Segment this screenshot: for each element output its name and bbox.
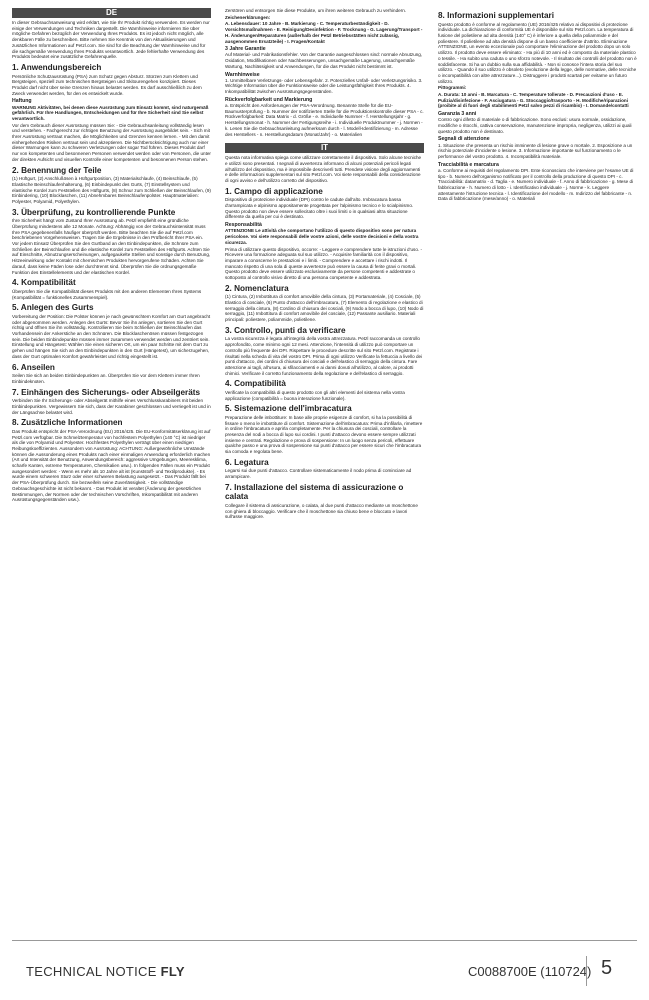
- it-pittogrammi-text: A. Durata: 10 anni - B. Marcatura - C. Temperature tollerate - D. Precauzioni d'uso - E. Pulizia/disinfezione - F. Asciugatura - G. Stoccaggio/trasporto - H. Modifiche/riparazioni (proibite al di fuori degli stabilimenti Petzl salvo pezzi di ricambio) - I. Domande/contatti: [438, 92, 629, 109]
- footer-notice-label: TECHNICAL NOTICE: [26, 964, 157, 979]
- de-section-8-text: Das Produkt entspricht der PSA-Verordnung (EU) 2016/425. Die EU-Konformitätserklärung ist auf Petzl.com verfügbar. Die Schmelztemperatur von hochfestem Polyethylen (140 °C) ist niedriger als die von Polyamid und Polyester. Hochfestes Polyethylen verträgt über einen niedrigen Reibungskoeffizienten. Aussondern von Ausrüstung: ACHTUNG: Außergewöhnliche Umstände können die Aussonderung eines Produkts nach einer einmaligen Anwendung erforderlich machen (Art und Intensität der Benutzung, Anwendungsbereich: aggressive Umgebungen, Meeresklima, scharfe Kanten, extreme Temperaturen, Chemikalien usw.). In folgenden Fällen muss ein Produkt ausgesondert werden: - Wenn es mehr als 10 Jahre alt ist (Kunststoff- und Textilprodukte). - Es wurde einem schweren Sturz oder einer schweren Belastung ausgesetzt. - Das Produkt fällt bei der PSA-Überprüfung durch. Sie bezweifeln seine Zuverlässigkeit. - Die vollständige Gebrauchsgeschichte ist nicht bekannt. - Das Produkt ist veraltet (Änderung der gesetzlichen Bestimmungen, der Normen oder der technischen Vorschriften, Inkompatibilität mit anderen Ausrüstungsgegenständen usw.).: [12, 428, 211, 503]
- it-section-5-text: Preparazione delle imbottiture: In base alle proprie esigenze di comfort, si ha la possibilità di fissare o meno le imbottiture di comfort. Sistemazione dell'imbracatura: Prima d'infilarla, rimettere in ordine l'imbracatura e aprirla completamente. Per la chiusura dei cosciali, controllare la presenza del nodi a bocca di lupo sui cordini. I punti d'attacco devono essere sempre utilizzati insieme e centrati. Regolazione e prova di sospensione: In un luogo senza pericoli, effettuare qualche passo e una prova di sospensione sui punti d'attacco per essere sicuri che l'imbracatura sia comoda e regolata bene.: [225, 414, 423, 455]
- it-garanzia-title: Garanzia 3 anni: [438, 111, 477, 118]
- language-header-it: IT: [225, 143, 424, 153]
- it-segnali-title: Segnali di attenzione: [438, 136, 490, 143]
- de-intro: In dieser Gebrauchsanweisung wird erklärt, wie Sie Ihr Produkt richtig verwenden. Es werden nur einige der Verwendungen und Techniken dargestellt. Die Warnhinweise informieren Sie über mögliche Gefahren bezüglich der Verwendung Ihres Produkts. Es ist jedoch nicht möglich, alle denkbaren Fälle zu beschreiben. Bitte nehmen Sie Kenntnis von den Aktualisierungen und zusätzlichen Informationen auf Petzl.com. Sie sind für die Beachtung der Warnhinweise und für die sachgemäße Verwendung Ihres Produkts verantwortlich. Jede fehlerhafte Verwendung des Produkts bedeutet eine zusätzliche Gefahrenquelle.: [12, 20, 210, 60]
- de-garantie-text: Auf Material- und Fabrikationsfehler. Von der Garantie ausgeschlossen sind: normale Abnutzung, Oxidation, Modifikationen oder Nachbesserungen, unsachgemäße Lagerung, unsachgemäße Wartung, Nachlässigkeit und Anwendungen, für die das Produkt nicht bestimmt ist.: [225, 52, 423, 69]
- de-section-4-title: 4. Kompatibilität: [12, 278, 76, 288]
- it-intro: Questa nota informativa spiega come utilizzare correttamente il dispositivo. Solo alcune tecniche e utilizzi sono presentati. I segnali di avvertenza informano di alcuni potenziali pericoli legati all'utilizzo del dispositivo, ma è impossibile descriverli tutti. Prendete visione degli aggiornamenti e delle informazioni supplementari sul sito Petzl.com. Voi siete responsabili della considerazione di ogni avviso e dell'utilizzo corretto del dispositivo.: [225, 155, 422, 184]
- page-footer: [0, 940, 649, 1000]
- it-tracciabilita-text: a. Conforme ai requisiti del regolamento DPI. Ente riconosciuto che interviene per l'esame UE di tipo - b. Numero dell'organismo notificato per il controllo della produzione di questo DPI - c. Tracciabilità: datamatrix - d. Taglia - e. Numero individuale - f. Anno di fabbricazione - g. Mese di fabbricazione - h. Numero di lotto - i. Identificativo individuale - j. Norme - k. Leggere attentamente l'istruzione tecnica - l. Identificazione del modello - m. Indirizzo del fabbricante - n. Data di fabbricazione (mese/anno) - o. Materiali: [438, 167, 634, 202]
- it-section-3-text: La vostra sicurezza è legata all'integrità della vostra attrezzatura. Petzl raccomanda un controllo approfondito, come minimo ogni 12 mesi. Attenzione, l'intensità di utilizzo può comportare un controllo più frequente dei DPI. Rispettare le procedure descritte sul sito Petzl.com. Registrate i risultati nella scheda di vita del vostro DPI. Prima di ogni utilizzo Verificate la fettuccia a livello dei punti d'attacco, dei cordini di chiusura dei cosciali e dell'elastico di serraggio della cintura. Fare attenzione ai tagli, all'usura, ai sfilacciamenti e ai danni dovuti all'utilizzo, al calore, ai prodotti chimici. Verificare il corretto funzionamento della regolazione e dell'elastico di serraggio.: [225, 336, 423, 376]
- de-haftung-title: Haftung: [12, 98, 32, 105]
- column-de-1: [12, 8, 211, 940]
- it-pittogrammi-title: Pittogrammi:: [438, 85, 467, 91]
- de-section-2-title: 2. Benennung der Teile: [12, 165, 102, 175]
- footer-document-code: C0088700E (110724): [468, 964, 592, 979]
- it-section-4-text: Verificate la compatibilità di questo prodotto con gli altri elementi del sistema nella vostra applicazione (compatibilità = buona interazione funzionale).: [225, 389, 405, 401]
- it-section-1-title: 1. Campo di applicazione: [225, 186, 323, 196]
- it-section-8-text: Questo prodotto è conforme al regolamento (UE) 2016/425 relativo ai dispositivi di protezione individuale. La dichiarazione di conformità UE è disponibile sul sito Petzl.com. La temperatura di fusione del polietilene ad alta densità (140° C) è inferiore a quella della poliammide e del poliestere. Il polietilene ad alta densità dispone di un basso coefficiente d'attrito. Eliminazione ATTENZIONE, un evento eccezionale può comportare l'eliminazione del prodotto dopo un solo utilizzo. Il prodotto deve essere eliminato: - Ha più di 10 anni ed è composto da materiale plastico o tessile. - Ha subito una caduta o uno sforzo notevole. - Il risultato dei controlli del prodotto non è soddisfacente. Si ha un dubbio sulla sua affidabilità. - Non si conosce l'intera storia del suo utilizzo. - Quando il suo utilizzo è obsoleto (evoluzione della legge, delle normative, delle tecniche o incompatibilità con altre attrezzature...). Distruggere i prodotti scartati per evitarne un futuro utilizzo.: [438, 21, 637, 84]
- de-garantie-title: 3 Jahre Garantie: [225, 46, 266, 53]
- it-section-2-title: 2. Nomenclatura: [225, 283, 289, 293]
- it-section-7-text: Collegare il sistema di assicurazione, o calata, al due punti d'attacco mediante un moschettone con ghiera di bloccaggio. Verificare che il moschettone sia chiuso bene e bloccato e lavori sull'asse maggiore.: [225, 503, 418, 520]
- language-header-de: DE: [12, 8, 211, 18]
- column-it-2: [438, 8, 637, 940]
- de-section-8-title: 8. Zusätzliche Informationen: [12, 418, 123, 428]
- footer-product-name: FLY: [160, 964, 185, 979]
- it-responsabilita-warning: ATTENZIONE Le attività che comportano l'utilizzo di questo dispositivo sono per natura pericolose. Voi siete responsabili delle vostre azioni, delle vostre decisioni e della vostra sicurezza.: [225, 228, 419, 245]
- it-section-1-text: Dispositivo di protezione individuale (DPI) contro le cadute dall'alto. Imbracatura bassa d'arrampicata e alpinismo appositamente progettata per l'alpinismo tecnico e lo scialpinismo. Questo prodotto non deve essere sollecitato oltre i suoi limiti o in qualsiasi altra situazione differente da quella per cui è destinato.: [225, 197, 414, 220]
- de-section-3-text: Ihre Sicherheit hängt vom Zustand Ihrer Ausrüstung ab. Petzl empfiehlt eine gründliche Überprüfung mindestens alle 12 Monate. Achtung: Abhängig von der Gebrauchsintensität muss Ihre PSA gegebenenfalls häufiger überprüft werden. Bitte beachten Sie die auf Petzl.com beschriebenen Vorgehensweisen. Tragen Sie die Ergebnisse in den Prüfbericht Ihrer PSA ein. Vor jedem Einsatz Überprüfen Sie den Gurtband an den Einbindepunkten, die Schnüre zum Schließen der Beinschlaufen und die elastische Kordel zum Feststellen des Hüftgurts. Achten Sie auf Einschnitte, Abnutzungserscheinungen, aufgegaukelte Stellen und sonstige durch Benutzung, Hitzeeinwirkung oder Kontakt mit chemischen Produkten hervorgerufene Schäden. Achten Sie darauf, dass keine Fäden lose oder durchtrennt sind. Überprüfen Sie die ordnungsgemäße Funktion des Einstellelements und der elastischen Kordel.: [12, 218, 211, 275]
- de-section-5-title: 5. Anlegen des Gurts: [12, 303, 94, 313]
- footer-notice-title: [26, 964, 185, 979]
- de-section-5-text: Vorbereitung der Position: Die Polster können je nach gewünschtem Komfort am Gurt angebracht oder abgenommen werden. Anlegen des Gurts: Bevor Sie ihn anlegen, sortieren Sie den Gurt richtig und öffnen Sie ihn vollständig. Kontrollieren Sie beim Schließen der Beinschlaufen das Vorhandensein der Ankerstiche an den Schnüren. Die Blocklaschenösen müssen festgezogen sein. Die beiden Einbindepunkte müssen immer zusammen verwendet werden und zentriert sein. Einstellung und Hängetest: Wählen Sie einen sicheren Ort, um ein paar Schritte mit dem Gurt zu gehen und hängen Sie sich an den Einbindepunkten in den Gurt (Hängetest), um sicherzugehen, dass der Gurt optimalen Komfort gewährleistet und richtig eingestellt ist.: [12, 313, 211, 359]
- content-columns: [12, 8, 637, 940]
- it-responsabilita-title: Responsabilità: [225, 222, 262, 229]
- de-section-7-title: 7. Einhängen des Sicherungs- oder Abseilgeräts: [12, 387, 201, 397]
- de-section-6-text: Seilen Sie sich an beiden Einbindepunkten an. Überprüfen Sie vor dem Klettern immer Ihren Einbindeknoten.: [12, 373, 200, 384]
- column-de-it: [225, 8, 424, 940]
- it-section-7-title: 7. Installazione del sistema di assicurazione o calata: [225, 482, 404, 502]
- de-section-3-title: 3. Überprüfung, zu kontrollierende Punkte: [12, 207, 176, 217]
- it-segnali-text: 1. Situazione che presenta un rischio imminente di lesione grave o mortale. 2. Esposizione a un rischio potenziale d'incidente o lesione. 3. Informazione importante sul funzionamento o le performance del vostro prodotto. 4. Incompatibilità materiale.: [438, 142, 633, 160]
- de-haftung-text: Vor dem Gebrauch dieser Ausrüstung müssen Sie: - Die Gebrauchsanleitung vollständig lesen und verstehen. - Fachgerecht zur richtigen Benutzung der Ausrüstung ausgebildet sein. - Sich mit Ihrer Ausrüstung vertraut machen, die Möglichkeiten und Grenzen kennen lernen. - Mit den damit einhergehenden Risiken vertraut sein und akzeptieren. Die Nichtberücksichtigung auch nur einer dieser Warnungen kann zu schweren Verletzungen oder sogar Tod führen. Dieses Produkt darf nur von kompetenten und besonnenen Personen verwendet werden oder von Personen, die unter der direkten Aufsicht und visuellen Kontrolle einer kompetenten und besonnenen Person stehen.: [12, 122, 211, 162]
- it-section-8-title: 8. Informazioni supplementari: [438, 11, 555, 20]
- it-section-4-title: 4. Compatibilità: [225, 379, 286, 389]
- de-section-1-title: 1. Anwendungsbereich: [12, 62, 102, 72]
- footer-divider: [586, 956, 587, 986]
- page-number: 5: [601, 957, 613, 979]
- de-zeichen-title: Zeichenerklärungen:: [225, 14, 271, 20]
- it-section-5-title: 5. Sistemazione dell'imbracatura: [225, 404, 352, 414]
- it-section-6-title: 6. Legatura: [225, 457, 269, 467]
- it-section-6-text: Legarsi sui due punti d'attacco. Controllare sistematicamente il nodo prima di cominciare ad arrampicare.: [225, 468, 412, 480]
- de-section-6-title: 6. Anseilen: [12, 362, 55, 372]
- it-garanzia-text: Contro ogni difetto di materiale o di fabbricazione. Sono esclusi: usura normale, ossidazione, modifiche o ritocchi, cattiva conservazione, manutenzione impropria, negligenza, utilizzi ai quali questo prodotto non è destinato.: [438, 117, 632, 134]
- it-section-3-title: 3. Controllo, punti da verificare: [225, 325, 346, 335]
- it-tracciabilita-title: Tracciabilità e marcatura: [438, 161, 499, 168]
- de-col2-intro: Zerstören und entsorgen Sie diese Produkte, um ihren weiteren Gebrauch zu verhindern.: [225, 8, 407, 13]
- de-rueckverfolgbarkeit-text: a. Entspricht den Anforderungen der PSA-Verordnung. Benannte Stelle für die EU-Baumusterprüfung - b. Nummer der notifizierten Stelle für die Produktionskontrolle dieser PSA - c. Rückverfolgbarkeit: Data Matrix - d. Größe - e. Individuelle Nummer - f. Herstellungsjahr - g. Herstellungsmonat - h. Nummer der Fertigungsreihe - i. Individuelle Produktnummer - j. Normen - k. Lesen Sie die Gebrauchsanleitung aufmerksam durch - l. Modell-Identifizierung - m. Adresse des Herstellers - n. Herstellungsdatum (Monat/Jahr) - o. Materialien: [225, 103, 424, 137]
- de-haftung-warning: WARNUNG Aktivitäten, bei denen diese Ausrüstung zum Einsatz kommt, sind naturgemäß gefährlich. Für Ihre Handlungen, Entscheidungen und für Ihre Sicherheit sind Sie selbst verantwortlich.: [12, 104, 209, 121]
- de-section-4-text: Überprüfen Sie die Kompatibilität dieses Produkts mit den anderen Elementen Ihres Systems (Kompatibilität = funktionelles Zusammenspiel).: [12, 288, 202, 300]
- de-section-1-text: Persönliche Schutzausrüstung (PSA) zum Schutz gegen Absturz. Stürzen zum Klettern und Bergsteigen, speziell zum technischen Bergsteigen und Skitourengehen konzipiert. Dieses Produkt darf nicht über seine Grenzen hinaus belastet werden. Es darf ausschließlich zu dem Zweck verwendet werden, für den es entwickelt wurde.: [12, 73, 202, 96]
- de-warnhinweise-title: Warnhinweise: [225, 71, 260, 78]
- it-responsabilita-text: Prima di utilizzare questo dispositivo, occorre: - Leggere e comprendere tutte le istruzioni d'uso. - Ricevere una formazione adeguata sul suo utilizzo. - Acquisire familiarità con il dispositivo, imparare a conoscerne le prestazioni e i limiti. - Comprendere e accettare i rischi indotti. Il mancato rispetto di una sola di queste avvertenze può essere la causa di ferite gravi o mortali. Questo prodotto deve essere utilizzato esclusivamente da persone competenti e addestrate o sottoposto al controllo visivo diretto di una persona competente e addestrata.: [225, 246, 422, 281]
- de-section-2-text: (1) Hüftgurt, (2) Anschlußösen à Hüftgurtposition, (3) Materialschlaufe, (4) Beinschlaufe, (5) Elastische Beinschlaufenhalterung, (6) Einbindepunkt des Gurts, (7) Einstellsystem und elastische Kordel zum Feststellen des Hüftgurts, (8) Schnur zum Schließen der Beinschlaufen, (9) Einbindering, (10) Blocklaschen, (11) Abnehmbares Beinschlaufenpolster. Hauptmaterialien: Polyester, Polyamid, Polyethylen.: [12, 176, 211, 204]
- footer-rule: [12, 940, 637, 941]
- de-rueckverfolgbarkeit-title: Rückverfolgbarkeit und Markierung: [225, 96, 313, 103]
- de-warnhinweise-text: 1. Unmittelbare Verletzungs- oder Lebensgefahr. 2. Potenzielles Unfall- oder Verletzungsrisiko. 3. Wichtige Information über die Funktionsweise oder die Leistungsfähigkeit Ihres Produkts. 4. Inkompatibilität zwischen Ausrüstungsgegenständen.: [225, 77, 423, 95]
- de-section-7-text: Verbinden Sie Ihr Sicherungs- oder Abseilgerät mithilfe eines Verschlusskarabiners mit beiden Einbindepunkten. Vergewissern Sie sich, dass der Karabiner geschlossen und verriegelt ist und in der Längsachse belastet wird.: [12, 398, 211, 415]
- it-section-2-text: (1) Cintura, (2) Imbottitura di comfort amovibile della cintura, (3) Portamateriale, (4) Cosciale, (5) Elastico di cosciale, (6) Punto d'attacco dell'imbracatura, (7) Elemento di regolazione e elastico di serraggio della cintura, (8) Cordino di chiusura dei cosciali, (9) Nodo a bocca di lupo, (10) Nodo di serraggio, (11) Imbottitura di comfort amovibile del cosciale, (12) Passante ausiliario. Materiali principali: poliestere, poliammide, polietilene.: [225, 294, 424, 323]
- de-zeichen-text: A. Lebensdauer: 10 Jahre - B. Markierung - C. Temperaturbeständigkeit - D. Vorsichtsmaßnahmen - E. Reinigung/Desinfektion - F. Trocknung - G. Lagerung/Transport - H. Änderungen/Reparaturen (außerhalb der Petzl Betriebsstätten nicht zulässig, ausgenommen Ersatzteile) - I. Fragen/Kontakt: [225, 21, 423, 44]
